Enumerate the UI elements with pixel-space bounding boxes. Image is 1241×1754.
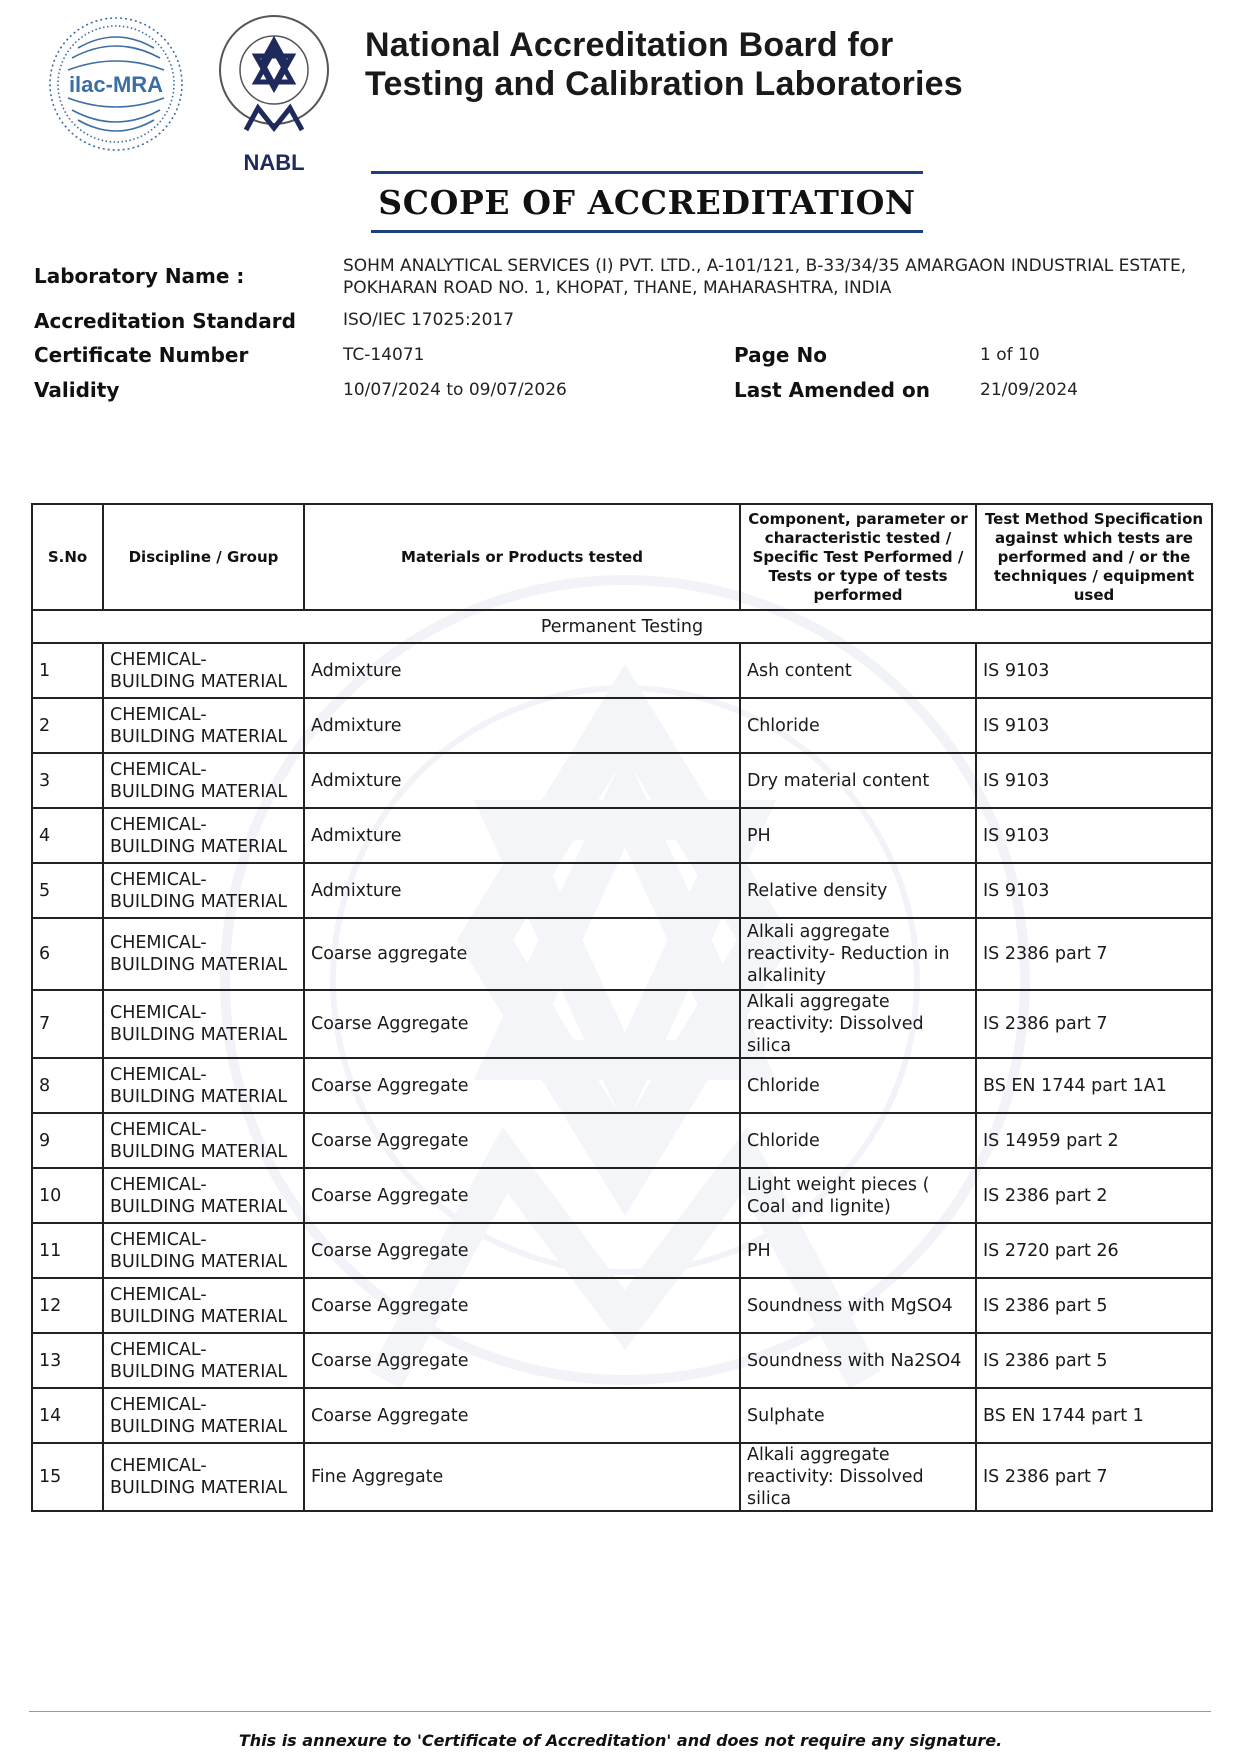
cell-material: Admixture <box>304 643 740 698</box>
cell-material: Coarse Aggregate <box>304 1168 740 1223</box>
cell-component: PH <box>740 1223 976 1278</box>
certificate-label: Certificate Number <box>34 343 249 367</box>
table-row <box>32 990 1212 1058</box>
page-value: 1 of 10 <box>980 345 1040 365</box>
header-sno: S.No <box>32 504 103 610</box>
cell-discipline: CHEMICAL- BUILDING MATERIAL <box>103 1058 304 1113</box>
org-title <box>365 26 963 104</box>
cell-discipline: CHEMICAL- BUILDING MATERIAL <box>103 1223 304 1278</box>
ilac-logo-text: ilac-MRA <box>68 72 164 97</box>
cell-sno: 11 <box>32 1223 103 1278</box>
cell-component: Chloride <box>740 698 976 753</box>
table-row <box>32 1443 1212 1511</box>
cell-method: IS 2386 part 5 <box>976 1278 1212 1333</box>
amended-label: Last Amended on <box>734 378 930 402</box>
cell-component: Alkali aggregate reactivity: Dissolved silica <box>740 1443 976 1511</box>
cell-material: Coarse Aggregate <box>304 1388 740 1443</box>
standard-label: Accreditation Standard <box>34 309 296 333</box>
cell-method: IS 9103 <box>976 643 1212 698</box>
cell-method: BS EN 1744 part 1A1 <box>976 1058 1212 1113</box>
table-row <box>32 1278 1212 1333</box>
cell-material: Coarse Aggregate <box>304 1278 740 1333</box>
footer-note: This is annexure to 'Certificate of Accreditation' and does not require any signature. <box>238 1731 1003 1750</box>
nabl-logo-text: NABL <box>243 150 305 175</box>
cell-method: IS 2386 part 7 <box>976 990 1212 1058</box>
table-row <box>32 1223 1212 1278</box>
table-row <box>32 1113 1212 1168</box>
ilac-mra-logo-icon <box>46 14 186 154</box>
cell-method: BS EN 1744 part 1 <box>976 1388 1212 1443</box>
cell-sno: 5 <box>32 863 103 918</box>
table-row <box>32 918 1212 990</box>
cell-sno: 13 <box>32 1333 103 1388</box>
standard-value: ISO/IEC 17025:2017 <box>343 310 515 330</box>
cell-sno: 1 <box>32 643 103 698</box>
cell-discipline: CHEMICAL- BUILDING MATERIAL <box>103 1333 304 1388</box>
table-row <box>32 1058 1212 1113</box>
table-row <box>32 808 1212 863</box>
cell-method: IS 2386 part 7 <box>976 918 1212 990</box>
cell-discipline: CHEMICAL- BUILDING MATERIAL <box>103 1168 304 1223</box>
table-row <box>32 753 1212 808</box>
scope-title-box <box>371 171 923 233</box>
cell-component: Chloride <box>740 1113 976 1168</box>
footer-divider <box>29 1711 1211 1712</box>
cell-discipline: CHEMICAL- BUILDING MATERIAL <box>103 808 304 863</box>
table-row <box>32 863 1212 918</box>
cell-component: Soundness with MgSO4 <box>740 1278 976 1333</box>
lab-name-line1: SOHM ANALYTICAL SERVICES (I) PVT. LTD., A-101/121, B-33/34/35 AMARGAON INDUSTRIAL ESTATE, <box>343 256 1187 276</box>
table-row <box>32 643 1212 698</box>
cell-material: Fine Aggregate <box>304 1443 740 1511</box>
cell-method: IS 9103 <box>976 698 1212 753</box>
cell-component: Sulphate <box>740 1388 976 1443</box>
cell-component: PH <box>740 808 976 863</box>
cell-sno: 8 <box>32 1058 103 1113</box>
cell-method: IS 14959 part 2 <box>976 1113 1212 1168</box>
cell-material: Coarse Aggregate <box>304 1113 740 1168</box>
validity-label: Validity <box>34 378 120 402</box>
cell-discipline: CHEMICAL- BUILDING MATERIAL <box>103 753 304 808</box>
cell-component: Light weight pieces ( Coal and lignite) <box>740 1168 976 1223</box>
cell-sno: 7 <box>32 990 103 1058</box>
table-row <box>32 698 1212 753</box>
nabl-seal-logo-icon <box>212 12 336 180</box>
cell-sno: 2 <box>32 698 103 753</box>
cell-discipline: CHEMICAL- BUILDING MATERIAL <box>103 1388 304 1443</box>
header-materials: Materials or Products tested <box>304 504 740 610</box>
cell-component: Dry material content <box>740 753 976 808</box>
lab-name-label: Laboratory Name : <box>34 264 245 288</box>
page-label: Page No <box>734 343 827 367</box>
cell-method: IS 2386 part 5 <box>976 1333 1212 1388</box>
header-component: Component, parameter or characteristic tested / Specific Test Performed / Tests or type of tests performed <box>740 504 976 610</box>
cell-sno: 14 <box>32 1388 103 1443</box>
cell-sno: 15 <box>32 1443 103 1511</box>
cell-material: Admixture <box>304 808 740 863</box>
section-row <box>32 610 1212 643</box>
cell-discipline: CHEMICAL- BUILDING MATERIAL <box>103 1443 304 1511</box>
cell-method: IS 2386 part 2 <box>976 1168 1212 1223</box>
cell-discipline: CHEMICAL- BUILDING MATERIAL <box>103 1278 304 1333</box>
cell-material: Coarse Aggregate <box>304 1223 740 1278</box>
cell-material: Coarse Aggregate <box>304 1058 740 1113</box>
table-header-row <box>32 504 1212 610</box>
cell-component: Ash content <box>740 643 976 698</box>
cell-discipline: CHEMICAL- BUILDING MATERIAL <box>103 990 304 1058</box>
cell-method: IS 2720 part 26 <box>976 1223 1212 1278</box>
table-row <box>32 1168 1212 1223</box>
amended-value: 21/09/2024 <box>980 380 1078 400</box>
cell-material: Coarse Aggregate <box>304 1333 740 1388</box>
cell-discipline: CHEMICAL- BUILDING MATERIAL <box>103 698 304 753</box>
cell-sno: 6 <box>32 918 103 990</box>
header-discipline: Discipline / Group <box>103 504 304 610</box>
cell-method: IS 2386 part 7 <box>976 1443 1212 1511</box>
cell-discipline: CHEMICAL- BUILDING MATERIAL <box>103 643 304 698</box>
cell-material: Coarse Aggregate <box>304 990 740 1058</box>
header-method: Test Method Specification against which tests are performed and / or the techniques / equipment used <box>976 504 1212 610</box>
cell-sno: 3 <box>32 753 103 808</box>
cell-method: IS 9103 <box>976 863 1212 918</box>
cell-discipline: CHEMICAL- BUILDING MATERIAL <box>103 1113 304 1168</box>
cell-component: Alkali aggregate reactivity: Dissolved silica <box>740 990 976 1058</box>
cell-discipline: CHEMICAL- BUILDING MATERIAL <box>103 918 304 990</box>
certificate-value: TC-14071 <box>343 345 425 365</box>
cell-method: IS 9103 <box>976 808 1212 863</box>
section-label: Permanent Testing <box>32 610 1212 643</box>
scope-title: SCOPE OF ACCREDITATION <box>378 182 916 222</box>
org-title-line2: Testing and Calibration Laboratories <box>365 65 963 103</box>
org-title-line1: National Accreditation Board for <box>365 26 894 64</box>
cell-sno: 4 <box>32 808 103 863</box>
cell-material: Coarse aggregate <box>304 918 740 990</box>
table-row <box>32 1333 1212 1388</box>
cell-sno: 12 <box>32 1278 103 1333</box>
scope-table <box>31 503 1213 1512</box>
cell-material: Admixture <box>304 753 740 808</box>
cell-discipline: CHEMICAL- BUILDING MATERIAL <box>103 863 304 918</box>
cell-sno: 9 <box>32 1113 103 1168</box>
cell-sno: 10 <box>32 1168 103 1223</box>
cell-component: Relative density <box>740 863 976 918</box>
table-row <box>32 1388 1212 1443</box>
lab-name-line2: POKHARAN ROAD NO. 1, KHOPAT, THANE, MAHARASHTRA, INDIA <box>343 278 892 298</box>
cell-method: IS 9103 <box>976 753 1212 808</box>
cell-material: Admixture <box>304 863 740 918</box>
validity-value: 10/07/2024 to 09/07/2026 <box>343 380 567 400</box>
cell-material: Admixture <box>304 698 740 753</box>
cell-component: Alkali aggregate reactivity- Reduction in alkalinity <box>740 918 976 990</box>
cell-component: Chloride <box>740 1058 976 1113</box>
cell-component: Soundness with Na2SO4 <box>740 1333 976 1388</box>
